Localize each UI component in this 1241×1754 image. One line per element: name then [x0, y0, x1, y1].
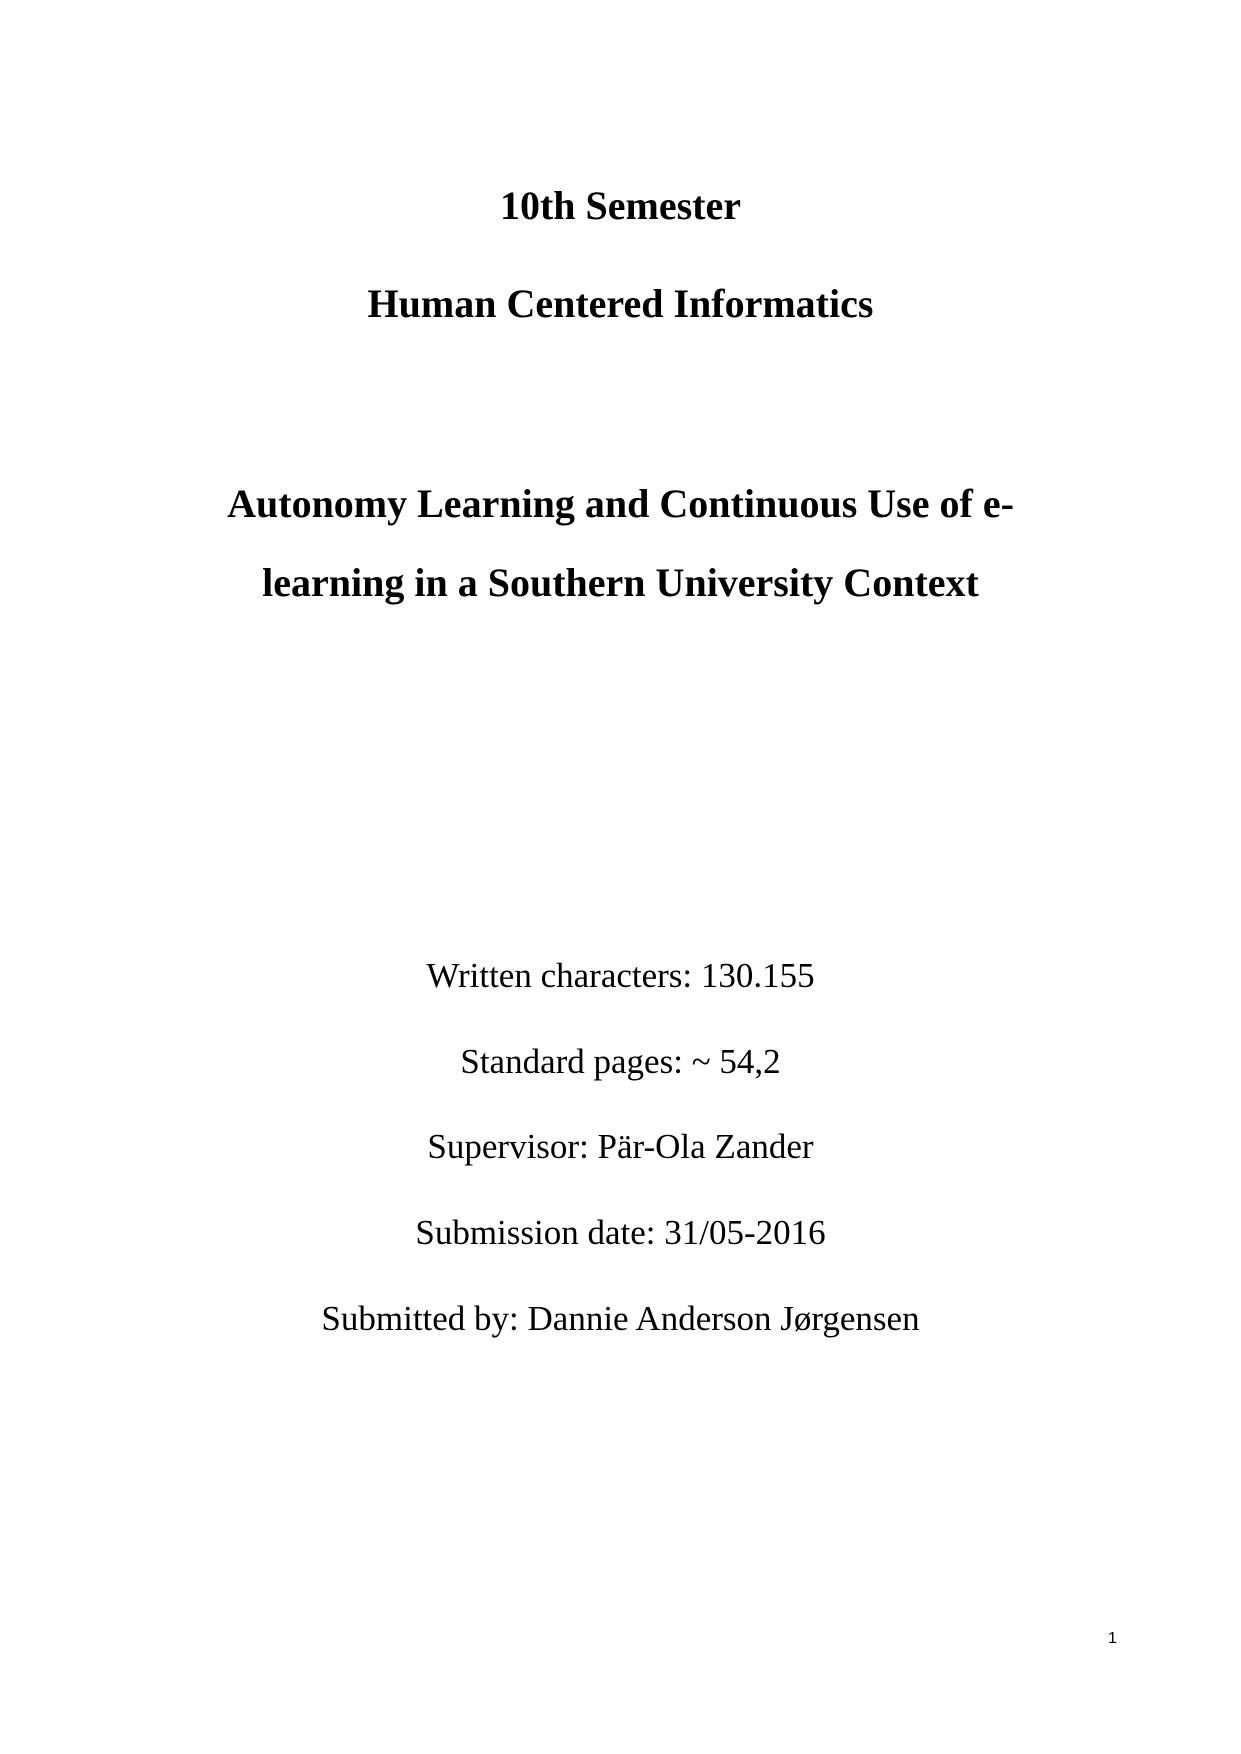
semester-heading: 10th Semester [499, 183, 742, 228]
thesis-title-line-1: Autonomy Learning and Continuous Use of e- [227, 481, 1014, 526]
submission-date: Submission date: 31/05-2016 [415, 1213, 826, 1252]
written-characters: Written characters: 130.155 [426, 956, 815, 995]
page-number: 1 [1108, 1630, 1117, 1647]
standard-pages: Standard pages: ~ 54,2 [460, 1042, 781, 1081]
supervisor: Supervisor: Pär-Ola Zander [427, 1127, 814, 1166]
programme-heading: Human Centered Informatics [367, 281, 874, 326]
thesis-title-line-2: learning in a Southern University Context [262, 560, 979, 605]
submitted-by: Submitted by: Dannie Anderson Jørgensen [321, 1299, 920, 1338]
